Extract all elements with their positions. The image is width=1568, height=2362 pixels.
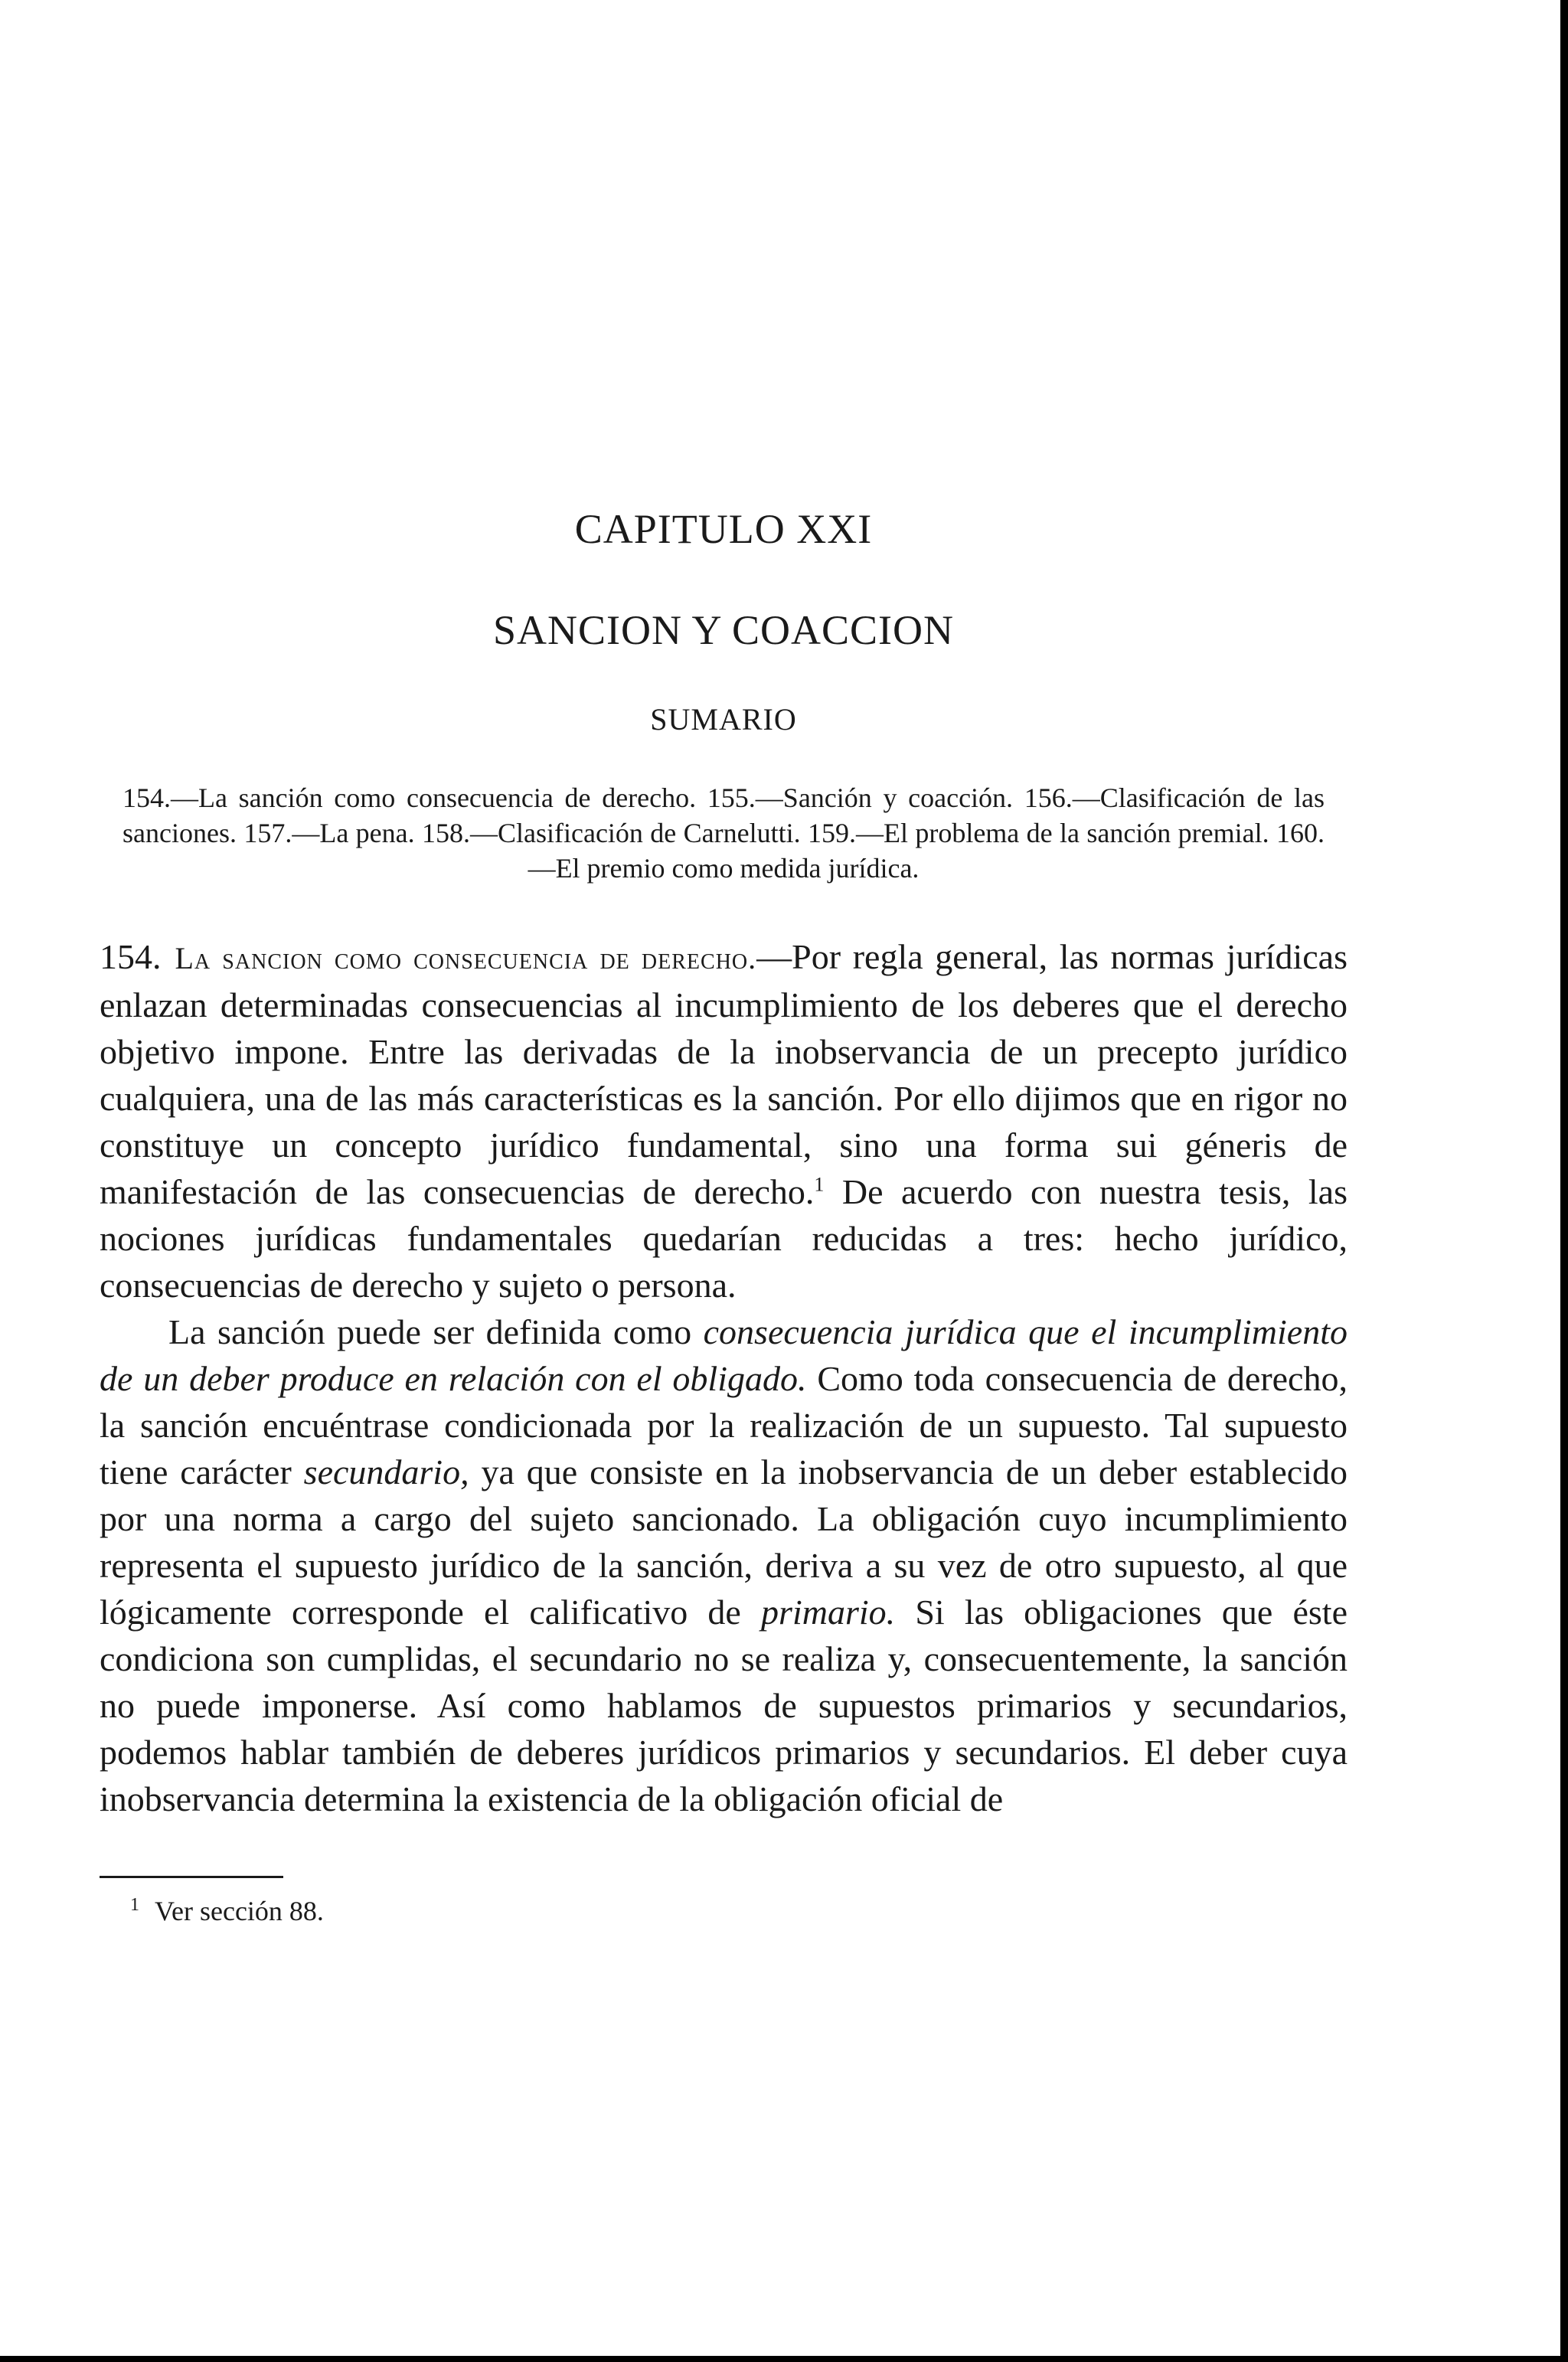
footnote-reference[interactable]: 1 — [814, 1173, 825, 1196]
paragraph-1-text: —Por regla general, las normas jurídicas enlazan determinadas consecuencias al incumplimiento de los deberes que el derecho objetivo impone. Entre las derivadas de la inobservancia de un precepto jurídico cualquiera, una de las más características es la sanción. Por ello dijimos que en rigor no constituye un concepto jurídico fundamental, sino una forma sui géneris de manifestación de las consecuencias de derecho. — [100, 937, 1348, 1211]
section-heading: La sancion como consecuencia de derecho. — [175, 941, 757, 975]
italic-primario: primario. — [761, 1593, 896, 1632]
sumario-label: SUMARIO — [650, 702, 797, 737]
definition-italic: consecuencia jurídica que el incumplimiento de un deber produce en relación con el obligado. — [100, 1312, 1348, 1398]
paragraph-2-c: Si las obligaciones que éste condiciona son cumplidas, el secundario no se realiza y, consecuentemente, la sanción no puede imponerse. Así como hablamos de supuestos primarios y secundarios, podemos hablar también de deberes jurídicos primarios y secundarios. El deber cuya inobservancia determina la existencia de la obligación oficial de — [100, 1593, 1348, 1818]
scan-border-right — [1560, 0, 1568, 2362]
paragraph-2 — [100, 1308, 1348, 1822]
footnote-mark: 1 — [130, 1895, 139, 1915]
paragraph-1 — [100, 933, 1348, 1308]
sumario-text: 154.—La sanción como consecuencia de derecho. 155.—Sanción y coacción. 156.—Clasificación de las sanciones. 157.—La pena. 158.—Clasificación de Carnelutti. 159.—El problema de la sanción premial. 160.—El premio como medida jurídica. — [122, 782, 1325, 884]
paragraph-2-a: Como toda consecuencia de derecho, la sanción encuéntrase condicionada por la realización de un supuesto. Tal supuesto tiene carácter — [100, 1359, 1348, 1491]
paragraph-1-end: De acuerdo con nuestra tesis, las nociones jurídicas fundamentales quedarían reducidas a tres: hecho jurídico, consecuencias de derecho y sujeto o persona. — [100, 1172, 1348, 1305]
book-page — [100, 505, 1348, 1927]
footnote-divider — [100, 1876, 283, 1878]
section-number: 154. — [100, 937, 162, 976]
body-text — [100, 933, 1348, 1822]
scan-border-bottom — [0, 2356, 1568, 2362]
chapter-title: SANCION Y COACCION — [492, 607, 955, 653]
italic-secundario: secundario, — [303, 1452, 469, 1491]
paragraph-2-b: ya que consiste en la inobservancia de un deber establecido por una norma a cargo del sujeto sancionado. La obligación cuyo incumplimiento representa el supuesto jurídico de la sanción, deriva a su vez de otro supuesto, al que lógicamente corresponde el calificativo de — [100, 1452, 1348, 1632]
footnote-text: Ver sección 88. — [155, 1896, 324, 1926]
footnote — [130, 1895, 1348, 1927]
chapter-number: CAPITULO XXI — [574, 506, 873, 552]
paragraph-2-start: La sanción puede ser definida como — [168, 1312, 704, 1351]
